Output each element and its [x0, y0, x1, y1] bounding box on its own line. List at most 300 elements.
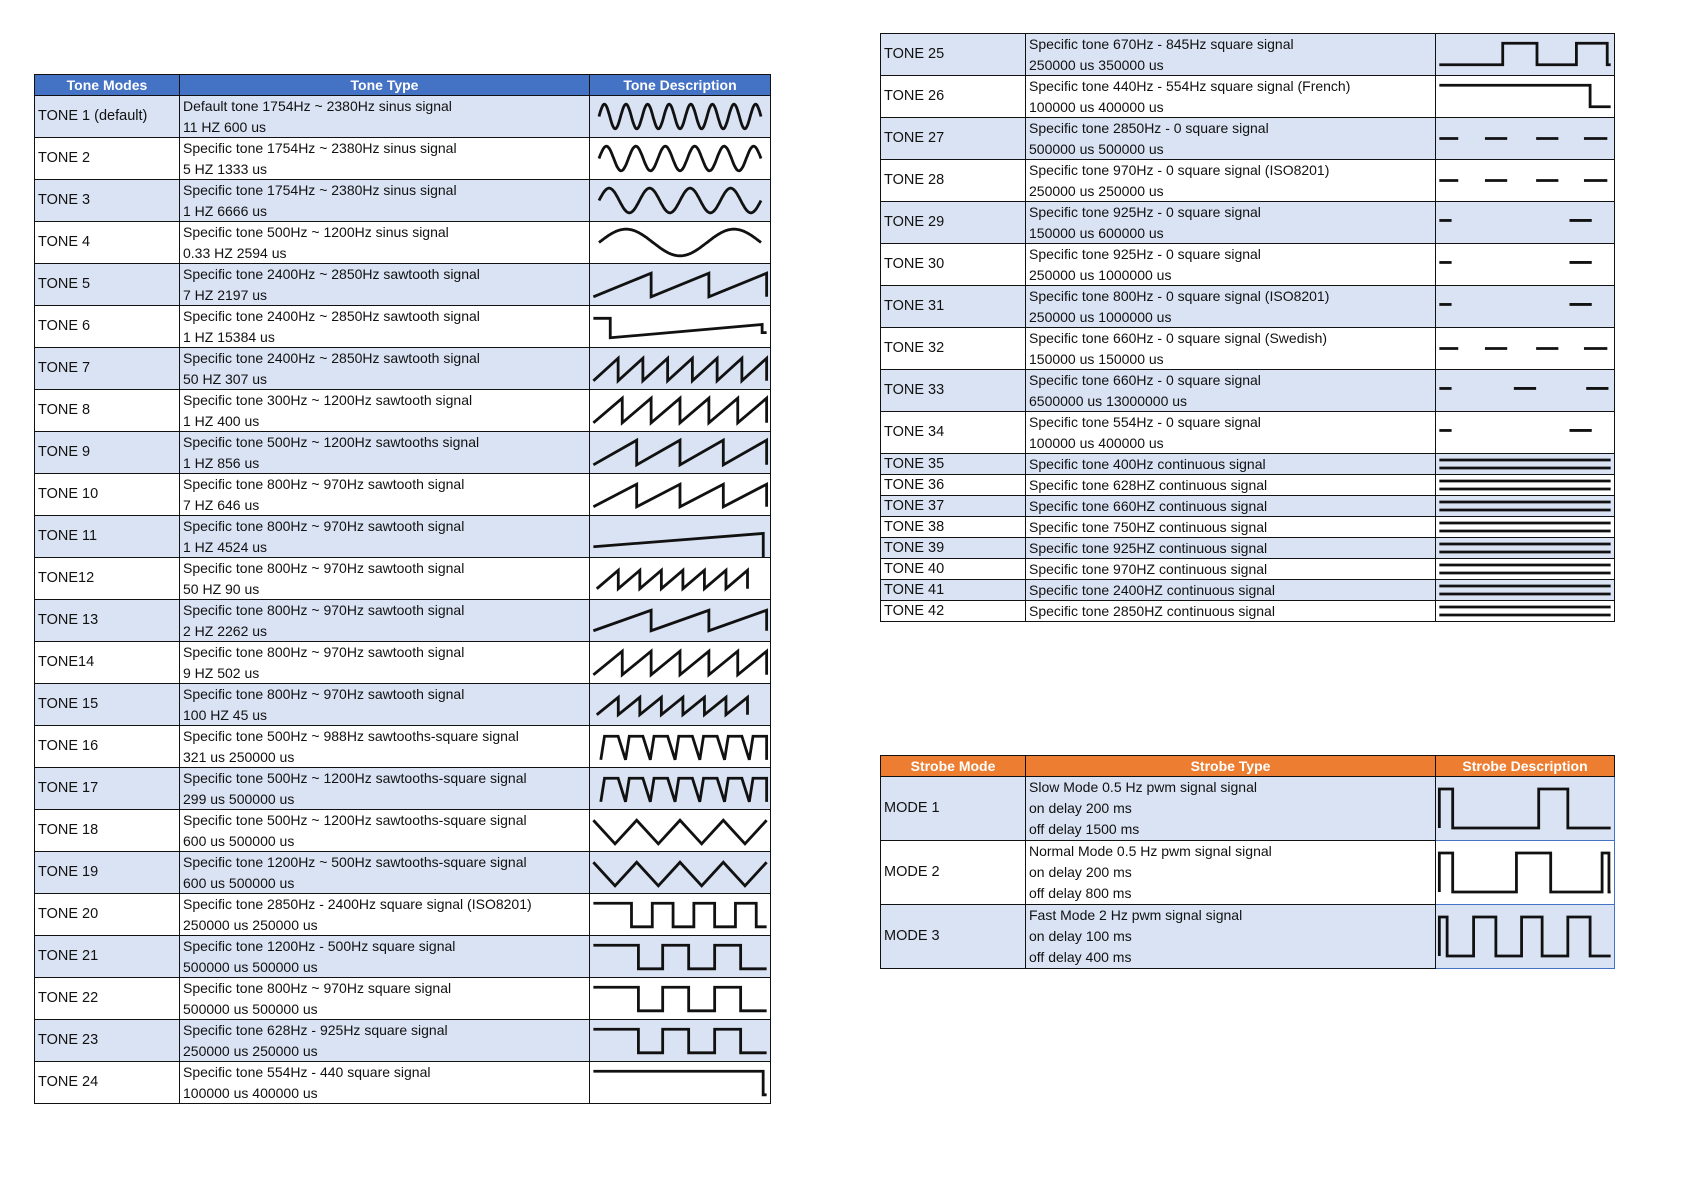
tone-description-cell	[590, 810, 771, 852]
table-row	[881, 76, 1615, 118]
tone-timing-line: 5 HZ 1333 us	[183, 160, 268, 177]
tone-type-line: Specific tone 2400Hz ~ 2850Hz sawtooth signal	[183, 350, 480, 366]
table-row	[35, 684, 771, 726]
tone-description-cell	[590, 432, 771, 474]
tone-description-cell	[1436, 412, 1615, 454]
tone-type-line: Specific tone 2850Hz - 2400Hz square signal (ISO8201)	[183, 896, 532, 912]
tone-mode-name: TONE 40	[881, 559, 1026, 580]
tone-timing-line: 1 HZ 856 us	[183, 454, 260, 471]
table-row	[35, 516, 771, 558]
continuous-line-icon	[1436, 601, 1614, 621]
strobe-mode-name: MODE 1	[881, 777, 1026, 841]
square-wave-icon	[1436, 34, 1614, 75]
tone-timing-line: 2 HZ 2262 us	[183, 622, 268, 639]
tone-timing-line: 1 HZ 400 us	[183, 412, 260, 429]
tone-mode-name: TONE 3	[35, 180, 180, 222]
tone-description-cell	[590, 180, 771, 222]
tone-mode-name: TONE14	[35, 642, 180, 684]
dashed-line-icon	[1436, 118, 1614, 159]
tone-description-cell	[590, 138, 771, 180]
tone-type-cell	[180, 810, 590, 852]
tone-type-cell	[180, 894, 590, 936]
tone-type-cell	[1026, 496, 1436, 517]
sawtooth-wave-icon	[590, 432, 770, 473]
tone-mode-name: TONE 22	[35, 978, 180, 1020]
tone-type-line: Specific tone 800Hz ~ 970Hz sawtooth signal	[183, 686, 465, 702]
tone-timing-line: 250000 us 250000 us	[1029, 182, 1164, 199]
strobe-mode-name: MODE 3	[881, 905, 1026, 969]
table-row	[881, 454, 1615, 475]
tone-timing-line: 6500000 us 13000000 us	[1029, 392, 1188, 409]
tone-description-cell	[1436, 538, 1615, 559]
tone-description-cell	[590, 852, 771, 894]
sawtooth-square-wave-icon	[590, 852, 770, 893]
tone-type-line: Specific tone 670Hz - 845Hz square signal	[1029, 36, 1294, 52]
tone-mode-name: TONE 23	[35, 1020, 180, 1062]
tone-type-line: Specific tone 400Hz continuous signal	[1029, 456, 1266, 472]
strobe-description-cell	[1436, 777, 1615, 841]
strobe-type-line: off delay 1500 ms	[1029, 821, 1140, 837]
tone-type-line: Specific tone 628Hz - 925Hz square signal	[183, 1022, 448, 1038]
strobe-type-cell	[1026, 841, 1436, 905]
square-wave-icon	[1436, 76, 1614, 117]
tone-type-line: Specific tone 800Hz ~ 970Hz sawtooth signal	[183, 476, 465, 492]
tone-timing-line: 250000 us 250000 us	[183, 1042, 318, 1059]
tone-type-line: Specific tone 925Hz - 0 square signal	[1029, 204, 1261, 220]
tone-timing-line: 11 HZ 600 us	[183, 118, 267, 135]
tone-description-cell	[590, 516, 771, 558]
strobe-type-cell	[1026, 905, 1436, 969]
tone-description-cell	[1436, 286, 1615, 328]
tone-description-cell	[590, 390, 771, 432]
tone-type-cell	[180, 180, 590, 222]
tone-type-line: Specific tone 800Hz - 0 square signal (ISO8201)	[1029, 288, 1330, 304]
square-wave-icon	[590, 936, 770, 977]
dashed-line-icon	[1436, 244, 1614, 285]
table-row	[35, 978, 771, 1020]
tone-timing-line: 100000 us 400000 us	[183, 1084, 318, 1101]
tone-type-cell	[180, 390, 590, 432]
tone-timing-line: 100 HZ 45 us	[183, 706, 268, 723]
tone-type-cell	[1026, 286, 1436, 328]
header-strobe-description: Strobe Description	[1436, 756, 1615, 777]
tone-type-cell	[180, 726, 590, 768]
sawtooth-wave-icon	[590, 558, 770, 599]
tone-type-line: Specific tone 660Hz - 0 square signal (Swedish)	[1029, 330, 1328, 346]
pwm-fast-icon	[1436, 906, 1614, 968]
sine-5hz-icon	[590, 138, 770, 179]
tone-description-cell	[1436, 454, 1615, 475]
tone-type-line: Specific tone 2850Hz - 0 square signal	[1029, 120, 1269, 136]
tone-description-cell	[1436, 496, 1615, 517]
sine-033hz-icon	[590, 222, 770, 263]
table-row	[35, 264, 771, 306]
tone-timing-line: 0.33 HZ 2594 us	[183, 244, 287, 261]
table-row	[35, 1062, 771, 1104]
table-row	[35, 96, 771, 138]
tone-description-cell	[590, 768, 771, 810]
table-row	[881, 328, 1615, 370]
sawtooth-wave-icon	[590, 390, 770, 431]
tone-timing-line: 299 us 500000 us	[183, 790, 295, 807]
sawtooth-wave-icon	[590, 600, 770, 641]
tone-type-cell	[1026, 202, 1436, 244]
tone-mode-name: TONE 11	[35, 516, 180, 558]
sawtooth-wave-icon	[590, 348, 770, 389]
tone-mode-name: TONE 13	[35, 600, 180, 642]
tone-type-cell	[180, 348, 590, 390]
strobe-type-line: off delay 400 ms	[1029, 949, 1132, 965]
pwm-slow-icon	[1436, 778, 1614, 840]
tone-timing-line: 1 HZ 4524 us	[183, 538, 268, 555]
tone-mode-name: TONE 17	[35, 768, 180, 810]
tone-mode-name: TONE 4	[35, 222, 180, 264]
tone-timing-line: 150000 us 600000 us	[1029, 224, 1164, 241]
table-row	[881, 538, 1615, 559]
tone-type-cell	[1026, 538, 1436, 559]
tone-type-cell	[180, 1062, 590, 1104]
tone-timing-line: 50 HZ 307 us	[183, 370, 268, 387]
tone-mode-name: TONE 7	[35, 348, 180, 390]
tone-type-line: Specific tone 554Hz - 440 square signal	[183, 1064, 431, 1080]
tone-type-line: Specific tone 660Hz - 0 square signal	[1029, 372, 1261, 388]
table-row	[35, 180, 771, 222]
tone-type-cell	[180, 474, 590, 516]
strobe-type-line: off delay 800 ms	[1029, 885, 1132, 901]
tone-type-line: Default tone 1754Hz ~ 2380Hz sinus signal	[183, 98, 452, 114]
table-row	[881, 370, 1615, 412]
tone-description-cell	[1436, 580, 1615, 601]
table-row	[881, 118, 1615, 160]
tone-timing-line: 500000 us 500000 us	[1029, 140, 1164, 157]
tone-mode-name: TONE 42	[881, 601, 1026, 622]
tone-mode-name: TONE 27	[881, 118, 1026, 160]
tone-modes-table-left	[34, 74, 771, 1104]
strobe-type-line: on delay 100 ms	[1029, 928, 1132, 944]
tone-type-cell	[1026, 580, 1436, 601]
strobe-description-cell	[1436, 905, 1615, 969]
sawtooth-wave-icon	[590, 642, 770, 683]
tone-type-line: Specific tone 300Hz ~ 1200Hz sawtooth signal	[183, 392, 473, 408]
tone-type-cell	[180, 684, 590, 726]
tone-mode-name: TONE 34	[881, 412, 1026, 454]
tone-type-cell	[180, 768, 590, 810]
dashed-line-icon	[1436, 328, 1614, 369]
tone-type-line: Specific tone 970Hz - 0 square signal (ISO8201)	[1029, 162, 1330, 178]
tone-timing-line: 1 HZ 6666 us	[183, 202, 268, 219]
tone-description-cell	[590, 306, 771, 348]
table-row	[35, 768, 771, 810]
tone-timing-line: 250000 us 1000000 us	[1029, 266, 1172, 283]
tone-type-line: Specific tone 800Hz ~ 970Hz sawtooth signal	[183, 644, 465, 660]
tone-timing-line: 7 HZ 646 us	[183, 496, 260, 513]
square-wave-icon	[590, 1020, 770, 1061]
tone-mode-name: TONE 25	[881, 34, 1026, 76]
tone-type-line: Specific tone 628HZ continuous signal	[1029, 477, 1268, 493]
strobe-type-line: Slow Mode 0.5 Hz pwm signal signal	[1029, 779, 1257, 795]
dashed-line-icon	[1436, 160, 1614, 201]
tone-type-cell	[1026, 118, 1436, 160]
tone-timing-line: 50 HZ 90 us	[183, 580, 260, 597]
tone-mode-name: TONE 30	[881, 244, 1026, 286]
tone-mode-name: TONE 19	[35, 852, 180, 894]
tone-description-cell	[1436, 160, 1615, 202]
tone-mode-name: TONE 28	[881, 160, 1026, 202]
tone-type-cell	[1026, 34, 1436, 76]
table-row	[35, 348, 771, 390]
tone-description-cell	[590, 348, 771, 390]
tone-timing-line: 321 us 250000 us	[183, 748, 295, 765]
tone-type-line: Specific tone 750HZ continuous signal	[1029, 519, 1268, 535]
tone-type-line: Specific tone 440Hz - 554Hz square signal (French)	[1029, 78, 1351, 94]
tone-type-line: Specific tone 500Hz ~ 988Hz sawtooths-square signal	[183, 728, 519, 744]
tone-timing-line: 1 HZ 15384 us	[183, 328, 275, 345]
table-row	[35, 390, 771, 432]
tone-description-cell	[590, 684, 771, 726]
tone-type-line: Specific tone 500Hz ~ 1200Hz sawtooths signal	[183, 434, 480, 450]
strobe-type-line: on delay 200 ms	[1029, 800, 1132, 816]
strobe-type-line: on delay 200 ms	[1029, 864, 1132, 880]
header-tone-description: Tone Description	[590, 75, 771, 96]
table-row	[35, 852, 771, 894]
tone-description-cell	[1436, 244, 1615, 286]
tone-type-line: Specific tone 500Hz ~ 1200Hz sawtooths-square signal	[183, 812, 527, 828]
tone-description-cell	[590, 558, 771, 600]
tone-type-cell	[180, 600, 590, 642]
tone-description-cell	[590, 222, 771, 264]
tone-mode-name: TONE 10	[35, 474, 180, 516]
tone-type-line: Specific tone 1754Hz ~ 2380Hz sinus signal	[183, 182, 457, 198]
tone-type-line: Specific tone 925Hz - 0 square signal	[1029, 246, 1261, 262]
tone-description-cell	[590, 1020, 771, 1062]
tone-type-cell	[180, 264, 590, 306]
sawtooth-square-wave-icon	[590, 726, 770, 767]
tone-mode-name: TONE12	[35, 558, 180, 600]
table-row	[881, 475, 1615, 496]
tone-type-line: Specific tone 1754Hz ~ 2380Hz sinus signal	[183, 140, 457, 156]
strobe-type-line: Fast Mode 2 Hz pwm signal signal	[1029, 907, 1243, 923]
tone-mode-name: TONE 24	[35, 1062, 180, 1104]
tone-type-line: Specific tone 2400Hz ~ 2850Hz sawtooth signal	[183, 308, 480, 324]
tone-description-cell	[590, 600, 771, 642]
tone-description-cell	[590, 978, 771, 1020]
strobe-modes-table	[880, 755, 1615, 969]
strobe-description-cell	[1436, 841, 1615, 905]
table-row	[35, 222, 771, 264]
tone-type-cell	[180, 1020, 590, 1062]
tone-timing-line: 500000 us 500000 us	[183, 958, 318, 975]
tone-description-cell	[590, 726, 771, 768]
table-row	[881, 777, 1615, 841]
tone-type-cell	[1026, 559, 1436, 580]
tone-timing-line: 600 us 500000 us	[183, 874, 295, 891]
table-row	[881, 412, 1615, 454]
tone-timing-line: 100000 us 400000 us	[1029, 434, 1164, 451]
header-tone-type: Tone Type	[180, 75, 590, 96]
table-row	[881, 244, 1615, 286]
table-row	[35, 558, 771, 600]
tone-type-cell	[180, 852, 590, 894]
tone-type-cell	[180, 978, 590, 1020]
tone-type-cell	[1026, 160, 1436, 202]
tone-type-line: Specific tone 800Hz ~ 970Hz sawtooth signal	[183, 518, 465, 534]
tone-mode-name: TONE 26	[881, 76, 1026, 118]
tone-type-line: Specific tone 2400Hz ~ 2850Hz sawtooth signal	[183, 266, 480, 282]
table-row	[35, 474, 771, 516]
tone-mode-name: TONE 5	[35, 264, 180, 306]
tone-description-cell	[1436, 328, 1615, 370]
tone-type-cell	[1026, 454, 1436, 475]
tone-mode-name: TONE 2	[35, 138, 180, 180]
square-wave-icon	[590, 894, 770, 935]
continuous-line-icon	[1436, 538, 1614, 558]
tone-timing-line: 9 HZ 502 us	[183, 664, 260, 681]
sawtooth-wave-icon	[590, 306, 770, 347]
continuous-line-icon	[1436, 496, 1614, 516]
table-row	[35, 1020, 771, 1062]
tone-type-cell	[1026, 328, 1436, 370]
continuous-line-icon	[1436, 559, 1614, 579]
tone-description-cell	[1436, 559, 1615, 580]
tone-timing-line: 100000 us 400000 us	[1029, 98, 1164, 115]
table-row	[881, 160, 1615, 202]
tone-description-cell	[590, 474, 771, 516]
sawtooth-wave-icon	[590, 684, 770, 725]
table-row	[881, 601, 1615, 622]
tone-type-cell	[180, 222, 590, 264]
table-row	[35, 600, 771, 642]
table-row	[35, 936, 771, 978]
tone-type-line: Specific tone 2850HZ continuous signal	[1029, 603, 1275, 619]
table-row	[35, 894, 771, 936]
table-row	[35, 726, 771, 768]
sawtooth-wave-icon	[590, 474, 770, 515]
dashed-line-icon	[1436, 412, 1614, 453]
tone-mode-name: TONE 21	[35, 936, 180, 978]
tone-type-cell	[1026, 412, 1436, 454]
strobe-type-line: Normal Mode 0.5 Hz pwm signal signal	[1029, 843, 1272, 859]
table-header-row	[35, 75, 771, 96]
tone-type-line: Specific tone 2400HZ continuous signal	[1029, 582, 1275, 598]
table-row	[881, 517, 1615, 538]
sine-11hz-icon	[590, 96, 770, 137]
table-row	[35, 810, 771, 852]
tone-type-cell	[1026, 475, 1436, 496]
tone-mode-name: TONE 18	[35, 810, 180, 852]
tone-description-cell	[1436, 517, 1615, 538]
sawtooth-square-wave-icon	[590, 810, 770, 851]
tone-timing-line: 250000 us 250000 us	[183, 916, 318, 933]
tone-type-line: Specific tone 1200Hz - 500Hz square signal	[183, 938, 456, 954]
sawtooth-wave-icon	[590, 516, 770, 557]
tone-type-line: Specific tone 800Hz ~ 970Hz sawtooth signal	[183, 602, 465, 618]
header-strobe-mode: Strobe Mode	[881, 756, 1026, 777]
tone-timing-line: 250000 us 350000 us	[1029, 56, 1164, 73]
tone-type-cell	[180, 96, 590, 138]
tone-type-cell	[1026, 601, 1436, 622]
tone-mode-name: TONE 33	[881, 370, 1026, 412]
tone-mode-name: TONE 32	[881, 328, 1026, 370]
sine-1hz-icon	[590, 180, 770, 221]
tone-timing-line: 600 us 500000 us	[183, 832, 295, 849]
table-row	[881, 202, 1615, 244]
tone-type-line: Specific tone 500Hz ~ 1200Hz sinus signal	[183, 224, 449, 240]
tone-type-cell	[180, 432, 590, 474]
tone-mode-name: TONE 9	[35, 432, 180, 474]
table-header-row	[881, 756, 1615, 777]
tone-modes-table-right	[880, 33, 1615, 622]
tone-description-cell	[590, 894, 771, 936]
table-row	[35, 642, 771, 684]
tone-mode-name: TONE 41	[881, 580, 1026, 601]
tone-description-cell	[1436, 370, 1615, 412]
tone-timing-line: 250000 us 1000000 us	[1029, 308, 1172, 325]
continuous-line-icon	[1436, 580, 1614, 600]
tone-description-cell	[1436, 76, 1615, 118]
tone-mode-name: TONE 37	[881, 496, 1026, 517]
tone-mode-name: TONE 15	[35, 684, 180, 726]
tone-type-cell	[1026, 370, 1436, 412]
tone-description-cell	[590, 936, 771, 978]
tone-description-cell	[1436, 34, 1615, 76]
dashed-line-icon	[1436, 286, 1614, 327]
sawtooth-wave-icon	[590, 264, 770, 305]
tone-description-cell	[590, 1062, 771, 1104]
header-strobe-type: Strobe Type	[1026, 756, 1436, 777]
table-row	[881, 841, 1615, 905]
header-tone-modes: Tone Modes	[35, 75, 180, 96]
tone-type-cell	[1026, 244, 1436, 286]
tone-timing-line: 500000 us 500000 us	[183, 1000, 318, 1017]
continuous-line-icon	[1436, 454, 1614, 474]
tone-mode-name: TONE 6	[35, 306, 180, 348]
tone-description-cell	[1436, 118, 1615, 160]
tone-type-line: Specific tone 660HZ continuous signal	[1029, 498, 1268, 514]
tone-description-cell	[1436, 601, 1615, 622]
tone-type-line: Specific tone 554Hz - 0 square signal	[1029, 414, 1261, 430]
tone-type-line: Specific tone 800Hz ~ 970Hz square signal	[183, 980, 452, 996]
tone-type-line: Specific tone 925HZ continuous signal	[1029, 540, 1268, 556]
sawtooth-square-wave-icon	[590, 768, 770, 809]
tone-description-cell	[590, 642, 771, 684]
tone-mode-name: TONE 35	[881, 454, 1026, 475]
table-row	[35, 306, 771, 348]
square-wave-icon	[590, 978, 770, 1019]
tone-mode-name: TONE 31	[881, 286, 1026, 328]
tone-description-cell	[1436, 202, 1615, 244]
tone-mode-name: TONE 16	[35, 726, 180, 768]
pwm-normal-icon	[1436, 842, 1614, 904]
tone-type-line: Specific tone 500Hz ~ 1200Hz sawtooths-square signal	[183, 770, 527, 786]
tone-type-cell	[1026, 76, 1436, 118]
tone-description-cell	[1436, 475, 1615, 496]
tone-type-cell	[180, 642, 590, 684]
tone-type-cell	[180, 516, 590, 558]
dashed-line-icon	[1436, 202, 1614, 243]
table-row	[881, 580, 1615, 601]
square-wave-icon	[590, 1062, 770, 1103]
tone-description-cell	[590, 264, 771, 306]
table-row	[881, 34, 1615, 76]
tone-mode-name: TONE 29	[881, 202, 1026, 244]
tone-type-line: Specific tone 800Hz ~ 970Hz sawtooth signal	[183, 560, 465, 576]
tone-mode-name: TONE 8	[35, 390, 180, 432]
dashed-line-icon	[1436, 370, 1614, 411]
table-row	[881, 905, 1615, 969]
tone-timing-line: 7 HZ 2197 us	[183, 286, 268, 303]
strobe-type-cell	[1026, 777, 1436, 841]
table-row	[35, 432, 771, 474]
